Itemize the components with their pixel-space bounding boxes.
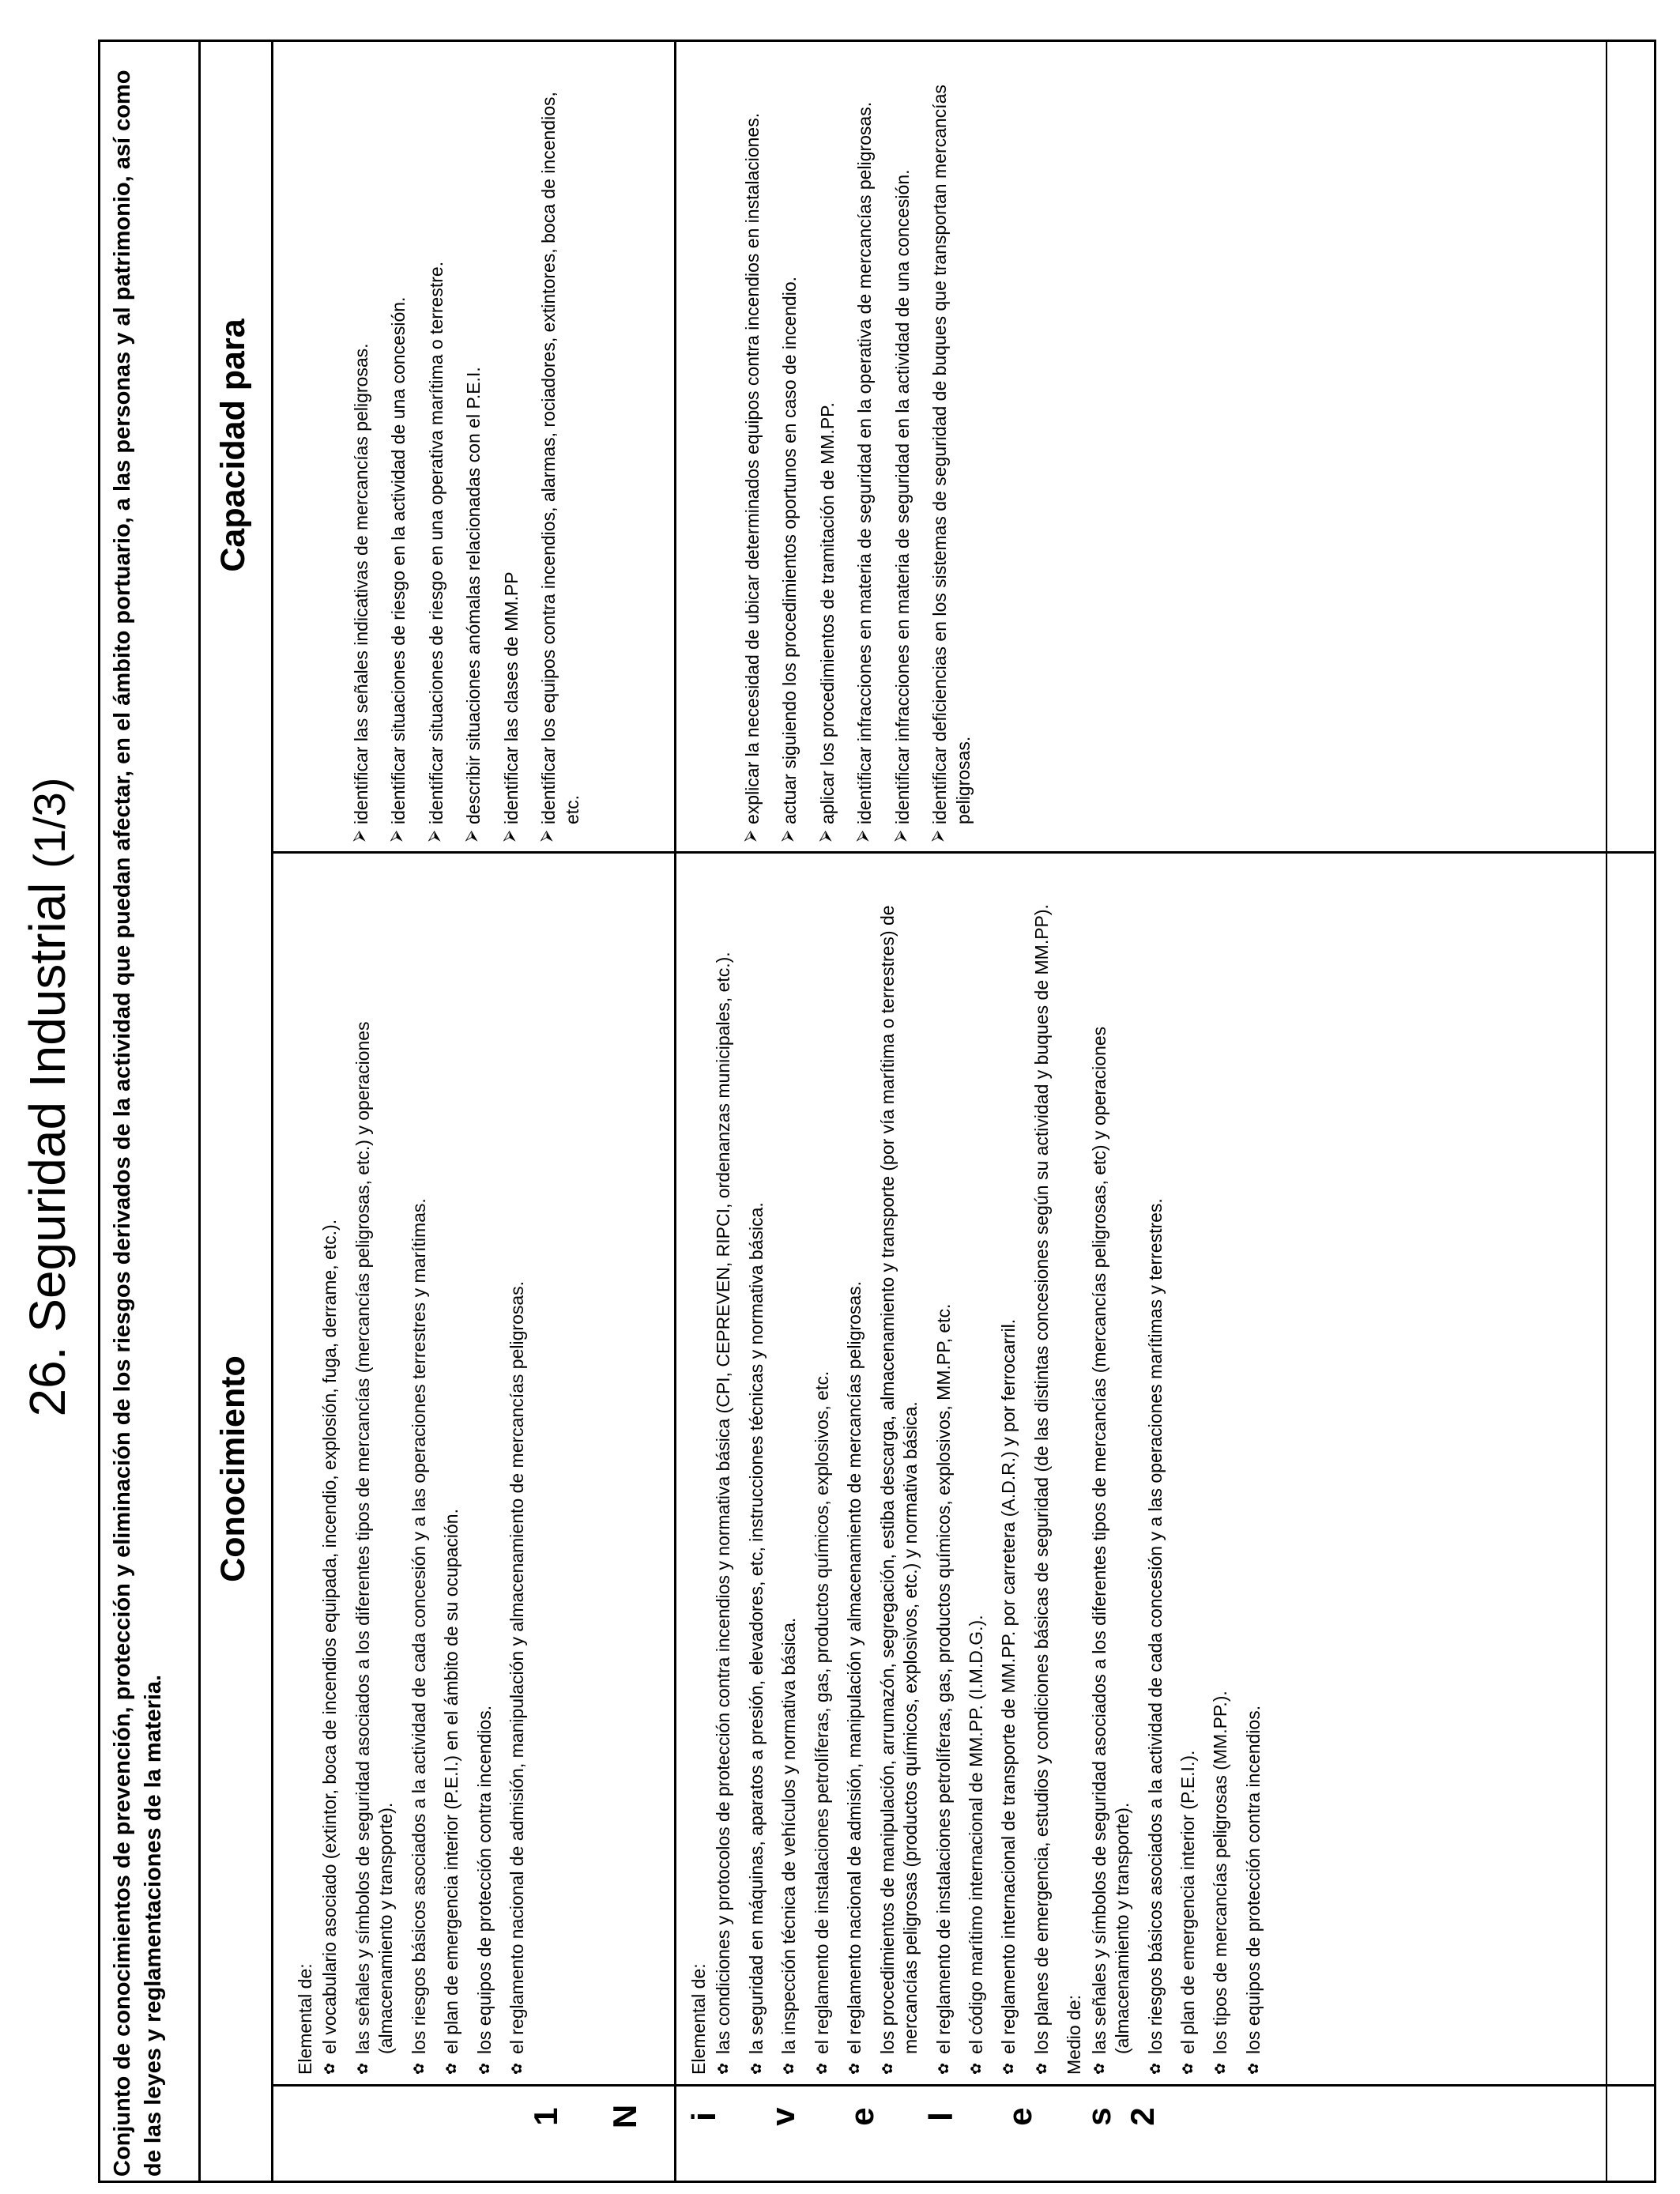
title-part: (1/3) (24, 777, 74, 869)
niveles-label-i: i (685, 2112, 722, 2121)
capacity-item: ⮚ identificar deficiencias en los sistemas de seguridad de buques que transportan mercancías peligrosas. (929, 71, 975, 842)
page-title (19, 0, 76, 2194)
group-label: Medio de: (1064, 1994, 1085, 2075)
list-item: ✿ la inspección técnica de vehículos y normativa básica. (778, 885, 800, 2075)
list-item: ✿ el reglamento internacional de transporte de MM.PP. por carretera (A.D.R.) y por ferrocarril. (997, 885, 1020, 2075)
niveles-label-l: l (922, 2112, 959, 2121)
level1-conocimiento (294, 854, 539, 2084)
intro-text: Conjunto de conocimientos de prevención, protección y eliminación de los riesgos derivados de la actividad que puedan afectar, en el ámbito portuario, a las personas y al patrimonio, así como de las leyes y reglamentaciones de la materia. (110, 70, 166, 2177)
capacity-item: ⮚ identificar las clases de MM.PP (500, 71, 523, 842)
level-number-2: 2 (1124, 2107, 1161, 2126)
list-item: ✿ las señales y símbolos de seguridad asociados a los diferentes tipos de mercancías (mercancías peligrosas, etc) y operaciones (almacenamiento y transporte). (1088, 885, 1135, 2075)
capacity-item: ⮚ identificar los equipos contra incendios, alarmas, rociadores, extintores, boca de incendios, etc. (537, 71, 584, 842)
level2-capacidad (741, 40, 989, 851)
capacity-item: ⮚ aplicar los procedimientos de tramitación de MM.PP. (816, 71, 839, 842)
niveles-label-s: s (1080, 2107, 1117, 2126)
list-item: ✿ los tipos de mercancías peligrosas (MM.PP.). (1209, 885, 1232, 2075)
capacity-item: ⮚ actuar siguiendo los procedimientos oportunos en caso de incendio. (778, 71, 801, 842)
level2-conocimiento (687, 854, 1275, 2084)
list-item: ✿ el reglamento nacional de admisión, manipulación y almacenamiento de mercancías peligrosas. (506, 885, 529, 2075)
list-item: ✿ los planes de emergencia, estudios y condiciones básicas de seguridad (de las distintas concesiones según su actividad y buques de MM.PP). (1030, 885, 1053, 2075)
list-item: ✿ los equipos de protección contra incendios. (1242, 885, 1265, 2075)
list-item: ✿ los equipos de protección contra incendios. (473, 885, 496, 2075)
capacity-item: ⮚ identificar situaciones de riesgo en la actividad de una concesión. (387, 71, 410, 842)
rule-niveles (1606, 40, 1607, 2183)
rule-rows (674, 40, 676, 2183)
niveles-label-e: e (843, 2107, 880, 2126)
group-label: Elemental de: (688, 1963, 709, 2075)
list-item: ✿ el vocabulario asociado (extintor, boca de incendios equipada, incendio, explosión, fuga, derrame, etc.). (318, 885, 341, 2075)
capacity-item: ⮚ identificar infracciones en materia de seguridad en la operativa de mercancías peligrosas. (853, 71, 876, 842)
capacity-item: ⮚ explicar la necesidad de ubicar determinados equipos contra incendios en instalaciones. (741, 71, 764, 842)
list-item: ✿ los riesgos básicos asociados a la actividad de cada concesión y a las operaciones terrestres y marítimas. (408, 885, 431, 2075)
level-number-1: 1 (527, 2107, 564, 2126)
list-item: ✿ el plan de emergencia interior (P.E.I.). (1177, 885, 1200, 2075)
header-conocimiento: Conocimiento (214, 1355, 252, 1582)
niveles-label-e2: e (1001, 2107, 1038, 2126)
capacity-item: ⮚ identificar situaciones de riesgo en una operativa marítima o terrestre. (425, 71, 448, 842)
list-item: ✿ los riesgos básicos asociados a la actividad de cada concesión y a las operaciones marítimas y terrestres. (1144, 885, 1167, 2075)
list-item: ✿ el reglamento de instalaciones petrolíferas, gas, productos químicos, explosivos, etc. (811, 885, 834, 2075)
list-item: ✿ las condiciones y protocolos de protección contra incendios y normativa básica (CPI, CEPREVEN, RIPCI, ordenanzas municipales, etc.). (712, 885, 735, 2075)
list-item: ✿ los procedimientos de manipulación, arrumazón, segregación, estiba descarga, almacenamiento y transporte (por vía marítima o terrestres) de mercancías peligrosas (productos químicos, explosivos, etc.) y normativa básica. (876, 885, 923, 2075)
rule-left (271, 2084, 1656, 2087)
niveles-label-v: v (764, 2107, 801, 2126)
level1-capacidad (350, 40, 598, 851)
rule-intro (198, 40, 201, 2183)
capacity-item: ⮚ identificar las señales indicativas de mercancías peligrosas. (350, 71, 373, 842)
list-item: ✿ las señales y símbolos de seguridad asociados a los diferentes tipos de mercancías (mercancías peligrosas, etc.) y operaciones (almacenamiento y transporte). (352, 885, 398, 2075)
list-item: ✿ el código marítimo internacional de MM.PP. (I.M.D.G.). (965, 885, 988, 2075)
capacity-item: ⮚ identificar infracciones en materia de seguridad en la actividad de una concesión. (891, 71, 914, 842)
list-item: ✿ la seguridad en máquinas, aparatos a presión, elevadores, etc, instrucciones técnicas y normativa básica. (745, 885, 768, 2075)
list-item: ✿ el reglamento de instalaciones petrolíferas, gas, productos químicos, explosivos, MM.PP, etc. (932, 885, 955, 2075)
rule-header (271, 40, 273, 2183)
capacity-item: ⮚ describir situaciones anómalas relacionadas con el P.E.I. (462, 71, 485, 842)
list-item: ✿ el reglamento nacional de admisión, manipulación y almacenamiento de mercancías peligrosas. (843, 885, 866, 2075)
title-main: 26. Seguridad Industrial (19, 882, 76, 1417)
niveles-label-n: N (606, 2104, 643, 2129)
header-capacidad: Capacidad para (214, 319, 252, 572)
list-item: ✿ el plan de emergencia interior (P.E.I.) en el ámbito de su ocupación. (440, 885, 463, 2075)
group-label: Elemental de: (295, 1963, 315, 2075)
